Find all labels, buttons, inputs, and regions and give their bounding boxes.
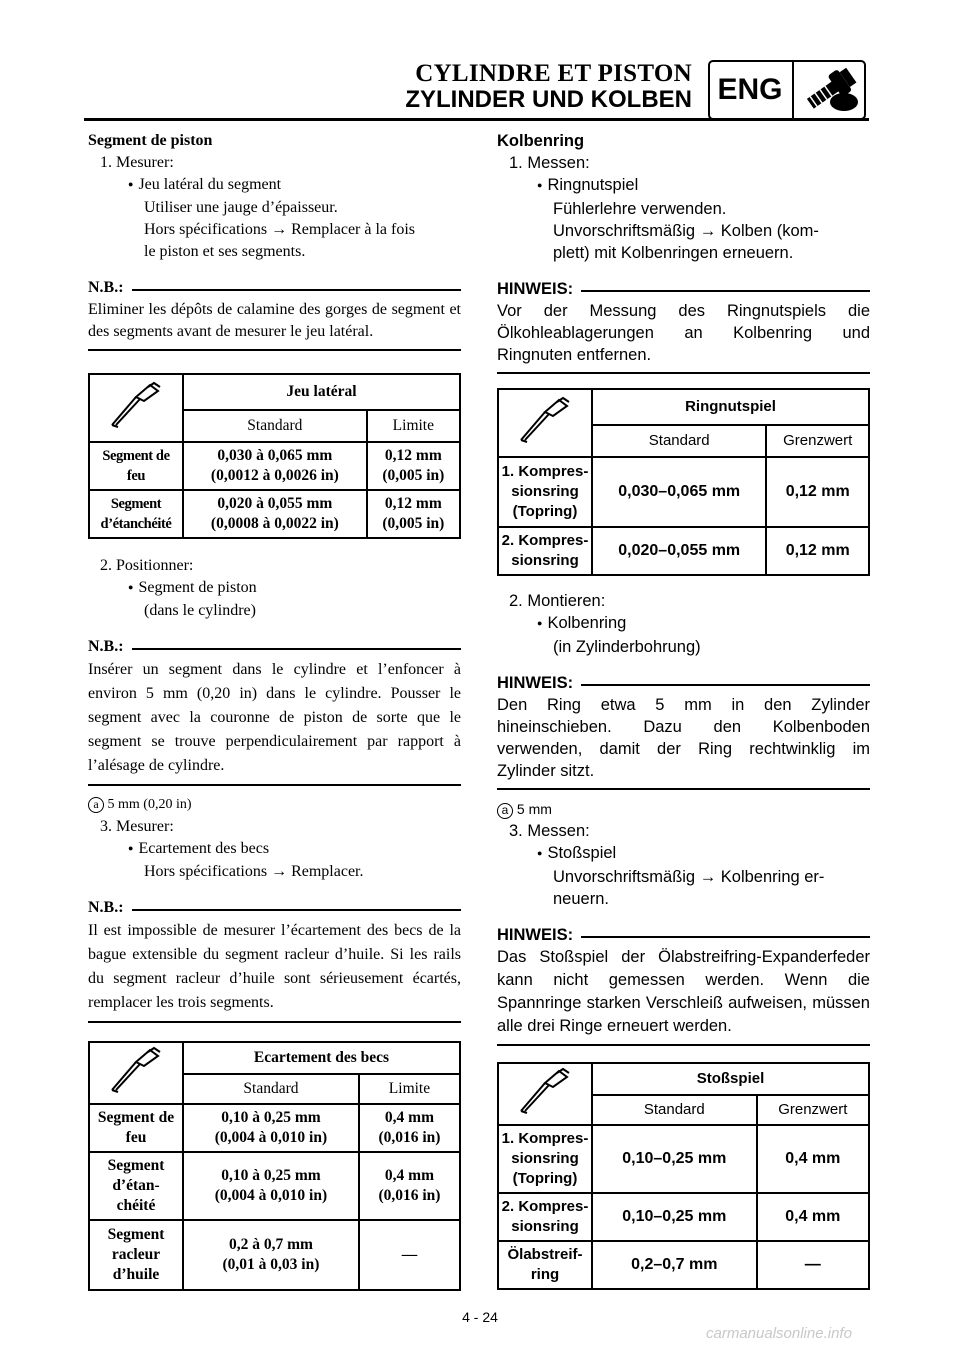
de-note3-label: HINWEIS: (497, 926, 574, 944)
de-note2: Den Ring etwa 5 mm in den Zylinder hineinschieben. Dazu den Kolbenboden verwenden, damit der Ring rechtwinklig im Zylinder sitzt. (497, 696, 870, 780)
de-step1-line3: plett) mit Kolbenringen erneuern. (553, 244, 794, 262)
fr-table2-row1-label: Segment de feu (89, 1104, 183, 1152)
de-table1-row1-standard: 0,030–0,065 mm (592, 457, 766, 527)
fr-note3-end (88, 1021, 461, 1023)
de-table2-row3-limit: — (757, 1241, 869, 1289)
ref-a-marker: a (88, 797, 104, 813)
fr-table1-col-limit: Limite (367, 410, 460, 442)
fr-note3-label: N.B.: (88, 899, 124, 916)
de-table2-title: Stoßspiel (592, 1063, 869, 1095)
fr-step1-line2: Hors spécifications → Remplacer à la fois (144, 221, 416, 238)
header-title-fr: CYLINDRE ET PISTON (415, 60, 692, 87)
fr-step1: 1. Mesurer: (100, 154, 174, 171)
fr-table2-icon-cell (89, 1042, 183, 1104)
de-table1-icon-cell (498, 389, 592, 457)
de-heading: Kolbenring (497, 132, 585, 150)
fr-note1: Eliminer les dépôts de calamine des gorges de segment et des segments avant de mesurer le jeu latéral. (88, 301, 461, 340)
de-table-end-gap (497, 1062, 870, 1290)
feeler-gauge-icon (106, 1046, 166, 1094)
fr-step2-item: ● Segment de piston (88, 577, 461, 600)
fr-table2-row2-standard: 0,10 à 0,25 mm (0,004 à 0,010 in) (183, 1152, 359, 1220)
fr-table1-row2-standard: 0,020 à 0,055 mm (0,0008 à 0,0022 in) (183, 490, 367, 538)
de-table2-row2-limit: 0,4 mm (757, 1193, 869, 1241)
header-title-de: ZYLINDER UND KOLBEN (405, 86, 692, 113)
de-step1-line2: Unvorschriftsmäßig → Kolben (kom- (553, 222, 819, 240)
fr-step3-item: ● Ecartement des becs (88, 838, 461, 861)
fr-table1-col-standard: Standard (183, 410, 367, 442)
fr-table2-row2-limit: 0,4 mm (0,016 in) (359, 1152, 460, 1220)
fr-ref-a: a 5 mm (0,20 in) (88, 794, 461, 816)
fr-table1-row2-limit: 0,12 mm (0,005 in) (367, 490, 460, 538)
fr-table2-row1-limit: 0,4 mm (0,016 in) (359, 1104, 460, 1152)
de-table1-row2-label: 2. Kompres- sionsring (498, 527, 592, 575)
fr-table2-row3-limit: — (359, 1220, 460, 1290)
fr-table2-col-limit: Limite (359, 1074, 460, 1104)
watermark: carmanualsonline.info (706, 1325, 852, 1342)
fr-table2-row2-label: Segment d’étan- chéité (89, 1152, 183, 1220)
fr-note1-end (88, 349, 461, 351)
de-table1-title: Ringnutspiel (592, 389, 869, 425)
feeler-gauge-icon (515, 396, 575, 444)
de-step3: 3. Messen: (509, 822, 590, 840)
de-step2: 2. Montieren: (509, 592, 606, 610)
fr-table1-icon-cell (89, 374, 183, 442)
fr-step3: 3. Mesurer: (100, 818, 174, 835)
de-note1-header (497, 278, 870, 300)
feeler-gauge-icon (106, 381, 166, 429)
de-note1-label: HINWEIS: (497, 280, 574, 298)
de-table2-col-standard: Standard (592, 1095, 757, 1125)
fr-table-side-clearance (88, 373, 461, 539)
fr-step2-line1: (dans le cylindre) (144, 602, 256, 619)
de-table2-row3-standard: 0,2–0,7 mm (592, 1241, 757, 1289)
fr-step2: 2. Positionner: (100, 557, 194, 574)
de-table-ring-groove-clearance (497, 388, 870, 576)
de-ref-a: a 5 mm (497, 798, 870, 820)
fr-note2-header (88, 636, 461, 658)
fr-table1-row1-limit: 0,12 mm (0,005 in) (367, 442, 460, 490)
fr-table1-title: Jeu latéral (183, 374, 460, 410)
de-step1-line1: Fühlerlehre verwenden. (553, 200, 727, 218)
fr-table2-row3-standard: 0,2 à 0,7 mm (0,01 à 0,03 in) (183, 1220, 359, 1290)
de-step1-item: ● Ringnutspiel (497, 174, 870, 198)
de-table2-row2-standard: 0,10–0,25 mm (592, 1193, 757, 1241)
fr-note3: Il est impossible de mesurer l’écartement des becs de la bague extensible du segment racleur d’huile. Si les rails du segment racleur d’huile sont sérieusement écartés, remplacer les trois segments. (88, 922, 461, 1011)
de-table1-row2-standard: 0,020–0,055 mm (592, 527, 766, 575)
fr-note2-label: N.B.: (88, 638, 124, 655)
de-step2-item: ● Kolbenring (497, 612, 870, 636)
de-table1-col-limit: Grenzwert (766, 425, 869, 457)
de-note1-end (497, 372, 870, 374)
feeler-gauge-icon (515, 1067, 575, 1115)
fr-step3-line1: Hors spécifications → Remplacer. (144, 863, 364, 880)
fr-note2-end (88, 784, 461, 786)
page-number: 4 - 24 (462, 1309, 498, 1325)
fr-table2-row1-standard: 0,10 à 0,25 mm (0,004 à 0,010 in) (183, 1104, 359, 1152)
de-table2-row2-label: 2. Kompres- sionsring (498, 1193, 592, 1241)
fr-table2-col-standard: Standard (183, 1074, 359, 1104)
de-table1-row1-label: 1. Kompres- sionsring (Topring) (498, 457, 592, 527)
column-german (497, 130, 870, 1290)
de-note3-header (497, 924, 870, 946)
de-table1-row2-limit: 0,12 mm (766, 527, 869, 575)
fr-step1-line3: le piston et ses segments. (144, 243, 306, 260)
de-note2-end (497, 788, 870, 790)
de-note3: Das Stoßspiel der Ölabstreifring-Expanderfeder kann nicht gemessen werden. Wenn die Spannringe starken Verschleiß aufweisen, müssen alle drei Ringe erneuert werden. (497, 948, 870, 1035)
engine-wrench-icon (796, 64, 864, 116)
de-table2-row3-label: Ölabstreif- ring (498, 1241, 592, 1289)
ref-a-marker: a (497, 803, 513, 819)
column-french (88, 130, 461, 1291)
fr-note3-header (88, 897, 461, 919)
fr-note2: Insérer un segment dans le cylindre et l’enfoncer à environ 5 mm (0,20 in) dans le cylindre. Pousser le segment avec la couronne de piston de sorte que le segment se trouve perpendiculairement par rapport à l’alésage de cylindre. (88, 661, 461, 774)
eng-badge-label: ENG (717, 73, 783, 106)
fr-note1-label: N.B.: (88, 279, 124, 296)
de-table1-col-standard: Standard (592, 425, 766, 457)
de-note2-header (497, 672, 870, 694)
eng-badge (708, 60, 866, 120)
de-table2-row1-label: 1. Kompres- sionsring (Topring) (498, 1125, 592, 1193)
eng-badge-divider (792, 62, 794, 118)
de-table2-row1-limit: 0,4 mm (757, 1125, 869, 1193)
header-rule (84, 118, 869, 121)
de-step3-line1: Unvorschriftsmäßig → Kolbenring er- (553, 868, 825, 886)
fr-table2-title: Ecartement des becs (183, 1042, 460, 1074)
de-note2-label: HINWEIS: (497, 674, 574, 692)
fr-step1-line1: Utiliser une jauge d’épaisseur. (144, 199, 338, 216)
de-table2-icon-cell (498, 1063, 592, 1125)
fr-table1-row1-label: Segment de feu (89, 442, 183, 490)
fr-note1-header (88, 277, 461, 299)
de-step3-line2: neuern. (553, 890, 609, 908)
de-step2-line1: (in Zylinderbohrung) (553, 638, 701, 656)
fr-table1-row2-label: Segment d’étanchéité (89, 490, 183, 538)
fr-table2-row3-label: Segment racleur d’huile (89, 1220, 183, 1290)
de-step1: 1. Messen: (509, 154, 590, 172)
de-table1-row1-limit: 0,12 mm (766, 457, 869, 527)
de-step3-item: ● Stoßspiel (497, 842, 870, 866)
fr-heading: Segment de piston (88, 132, 213, 149)
de-table2-row1-standard: 0,10–0,25 mm (592, 1125, 757, 1193)
de-table2-col-limit: Grenzwert (757, 1095, 869, 1125)
de-note1: Vor der Messung des Ringnutspiels die Ölkohleablagerungen an Kolbenring und Ringnuten entfernen. (497, 302, 870, 364)
fr-step1-item: ● Jeu latéral du segment (88, 174, 461, 197)
fr-table-end-gap (88, 1041, 461, 1291)
fr-table1-row1-standard: 0,030 à 0,065 mm (0,0012 à 0,0026 in) (183, 442, 367, 490)
de-note3-end (497, 1044, 870, 1046)
